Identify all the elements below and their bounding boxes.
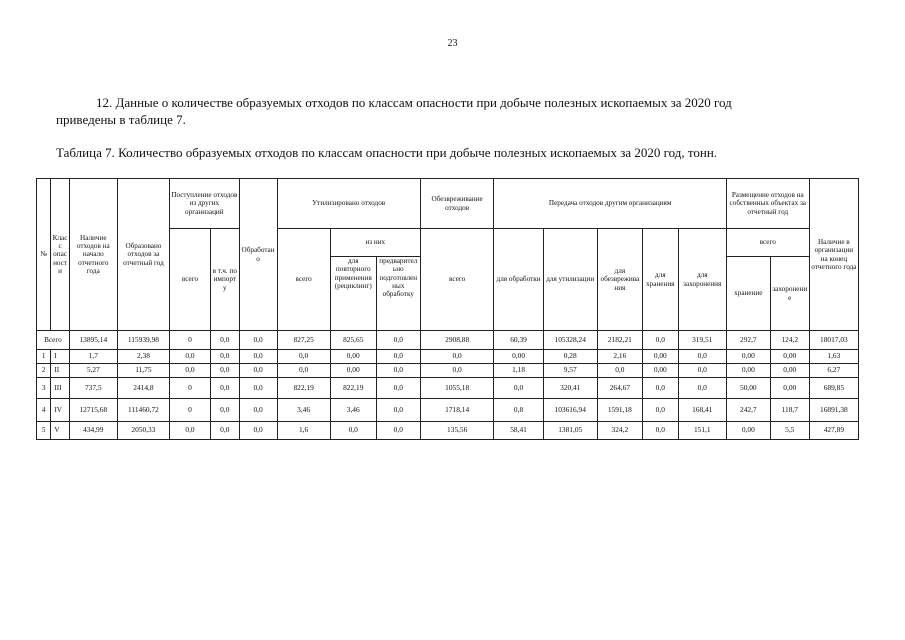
table-cell: 0,00 [726,422,770,440]
table-cell: 0,0 [678,378,726,399]
table-cell: 111460,72 [117,399,169,422]
table-cell: 0,00 [726,350,770,364]
table-cell: 0,0 [210,378,239,399]
header-generated: Образовано отходов за отчетный год [117,179,169,331]
table-cell: 1,18 [494,364,543,378]
table-cell: 0,00 [642,350,678,364]
table-cell: 822,19 [330,378,376,399]
table-cell: 5,5 [770,422,809,440]
table-cell: 0,0 [277,350,330,364]
table-cell: 0,0 [170,350,211,364]
table-cell: 103616,94 [543,399,597,422]
table-cell: 0,0 [597,364,642,378]
table-cell: 50,00 [726,378,770,399]
table-cell: 0,0 [210,399,239,422]
row-class: IV [51,399,69,422]
table-cell: 1591,18 [597,399,642,422]
paragraph-line-1: 12. Данные о количестве образуемых отходов по классам опасности при добыче полезных ископаемых за 2020 год [96,95,732,110]
row-num: 3 [37,378,51,399]
table-cell: 11,75 [117,364,169,378]
header-transfer-processing: для обработки [494,229,543,331]
table-cell: 3,46 [277,399,330,422]
table-cell: 0,0 [678,364,726,378]
header-neutralized-total: всего [420,229,494,331]
table-cell: 0,0 [420,364,494,378]
table-cell: 737,5 [69,378,117,399]
table-cell: 124,2 [770,331,809,350]
table-cell: 1,7 [69,350,117,364]
table-cell: 0,00 [494,350,543,364]
table-cell: 9,57 [543,364,597,378]
table-cell: 0,0 [376,422,420,440]
table-cell: 0,0 [642,378,678,399]
table-cell: 2,16 [597,350,642,364]
table-cell: 1,6 [277,422,330,440]
table-row [37,422,859,440]
table-cell: 0,0 [376,399,420,422]
table-cell: 0,0 [376,364,420,378]
header-transfer-storage: для хранения [642,229,678,331]
table-cell: 0,0 [376,350,420,364]
table-cell: 434,99 [69,422,117,440]
table-cell: 324,2 [597,422,642,440]
table-cell: 242,7 [726,399,770,422]
header-hazard-class: Класс опасности [51,179,69,331]
table-cell: 0,0 [210,422,239,440]
table-cell: 0,00 [770,364,809,378]
table-cell: 0,0 [210,364,239,378]
table-row [37,364,859,378]
table-cell: 2908,88 [420,331,494,350]
header-placement-burial: захоронение [770,257,809,331]
table-cell: 0,0 [239,350,277,364]
table-cell: 0,0 [376,378,420,399]
table-cell: 12715,68 [69,399,117,422]
table-cell: 13895,14 [69,331,117,350]
table-cell: 0,0 [642,422,678,440]
header-placement: Размещение отходов на собственных объектах за отчетный год [726,179,809,229]
row-class: III [51,378,69,399]
header-neutralized: Обезвреживание отходов [420,179,494,229]
header-num: № [37,179,51,331]
table-cell: 60,39 [494,331,543,350]
table-cell: 0,00 [770,350,809,364]
header-start-year: Наличие отходов на начало отчетного года [69,179,117,331]
header-pretreat: предварительно подготовленных обработку [376,257,420,331]
header-received-import: в т.ч. по импорту [210,229,239,331]
table-cell: 0,8 [494,399,543,422]
table-cell: 2,38 [117,350,169,364]
table-cell: 0 [170,378,211,399]
table-cell: 168,41 [678,399,726,422]
table-cell: 0,0 [170,364,211,378]
table-cell: 1718,14 [420,399,494,422]
table-cell: 58,41 [494,422,543,440]
table-cell: 135,56 [420,422,494,440]
table-cell: 105328,24 [543,331,597,350]
table-cell: 292,7 [726,331,770,350]
table-cell: 0,00 [770,378,809,399]
table-cell: 1055,18 [420,378,494,399]
table-cell: 118,7 [770,399,809,422]
table-cell: 825,65 [330,331,376,350]
table-row [37,399,859,422]
table-cell: 0,00 [642,364,678,378]
table-cell: 2050,33 [117,422,169,440]
table-cell: 2414,8 [117,378,169,399]
table-cell: 0 [170,399,211,422]
table-cell: 0,00 [330,350,376,364]
header-processed: Обработано [239,179,277,331]
table-row [37,378,859,399]
table-cell: 0,0 [170,422,211,440]
table-cell: 0,0 [239,378,277,399]
table-cell: 320,41 [543,378,597,399]
header-of-them: из них [330,229,420,257]
page-number: 23 [447,38,458,49]
table-cell: 6,27 [809,364,858,378]
table-cell: 0,0 [239,331,277,350]
row-num: 5 [37,422,51,440]
waste-table [36,178,859,440]
table-cell: 0,0 [239,364,277,378]
row-num: 2 [37,364,51,378]
table-cell: 0,0 [239,399,277,422]
table-row [37,350,859,364]
intro-paragraph [56,94,856,128]
header-received-total: всего [170,229,211,331]
table-cell: 18017,03 [809,331,858,350]
table-cell: 3,46 [330,399,376,422]
table-cell: 1381,05 [543,422,597,440]
table-cell: 0,0 [642,331,678,350]
table-cell: 1,63 [809,350,858,364]
table-cell: 319,51 [678,331,726,350]
table-cell: 0,00 [330,364,376,378]
paragraph-line-2: приведены в таблице 7. [56,112,186,127]
table-row-total [37,331,859,350]
table-cell: 0,0 [678,350,726,364]
table-cell: 827,25 [277,331,330,350]
table-cell: 0,0 [494,378,543,399]
header-received: Поступление отходов из других организаций [170,179,240,229]
table-cell: 0,0 [420,350,494,364]
header-reuse: для повторного применения (рециклинг) [330,257,376,331]
table-cell: 0,0 [376,331,420,350]
row-class: II [51,364,69,378]
table-cell: 115939,98 [117,331,169,350]
table-cell: 427,89 [809,422,858,440]
table-caption: Таблица 7. Количество образуемых отходов по классам опасности при добыче полезных ископаемых за 2020 год, тонн. [56,145,718,160]
table-cell: 5,27 [69,364,117,378]
header-transfer-burial: для захоронения [678,229,726,331]
header-transfer: Передача отходов другим организациям [494,179,726,229]
header-row-1 [37,179,859,229]
table-cell: 151,1 [678,422,726,440]
table-cell: 0,28 [543,350,597,364]
table-cell: 0,0 [210,350,239,364]
table-cell: 822,19 [277,378,330,399]
header-transfer-utilization: для утилизации [543,229,597,331]
table-cell: 0,0 [330,422,376,440]
header-utilized: Утилизировано отходов [277,179,420,229]
table-cell: 0,0 [277,364,330,378]
table-cell: 0 [170,331,211,350]
row-class: I [51,350,69,364]
header-utilized-total: всего [277,229,330,331]
table-cell: 0,0 [239,422,277,440]
table-cell: 264,67 [597,378,642,399]
table-cell: 0,0 [642,399,678,422]
table-cell: 689,85 [809,378,858,399]
table-cell: 0,00 [726,364,770,378]
table-cell: 16891,38 [809,399,858,422]
header-end-year: Наличие в организации на конец отчетного года [809,179,858,331]
table-cell: 0,0 [210,331,239,350]
table-cell: 2182,21 [597,331,642,350]
header-transfer-neutralization: для обезвреживания [597,229,642,331]
total-label: Всего [37,331,70,350]
header-placement-storage: хранение [726,257,770,331]
row-num: 1 [37,350,51,364]
row-class: V [51,422,69,440]
row-num: 4 [37,399,51,422]
header-placement-total: всего [726,229,809,257]
